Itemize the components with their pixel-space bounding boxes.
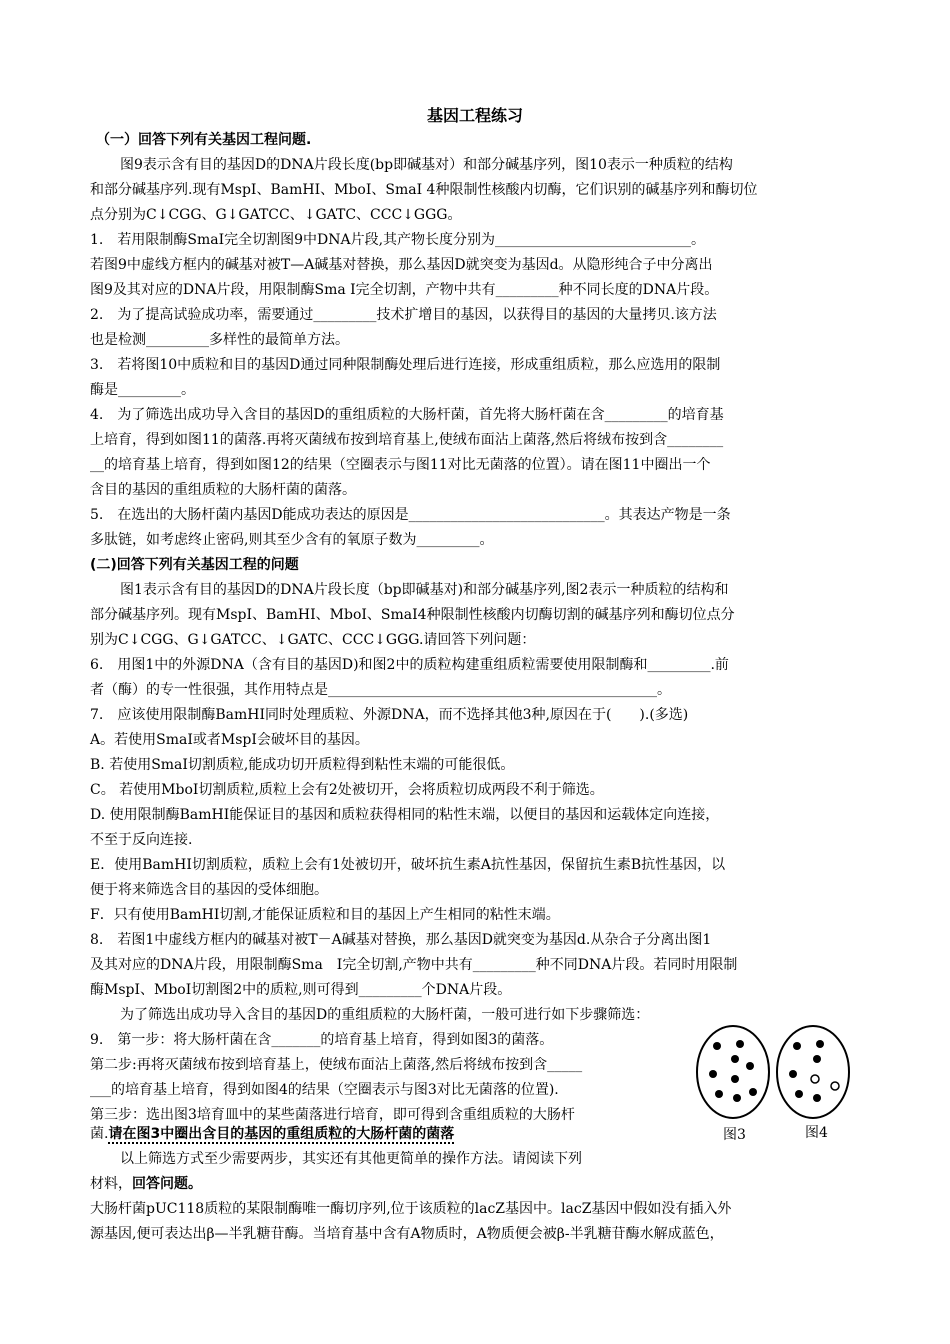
text-line: 源基因,便可表达出β—半乳糖苷酶。当培育基中含有A物质时，A物质便会被β-半乳糖苷酶水解成蓝色， — [90, 1226, 724, 1242]
text-line: 菌.请在图3中圈出含目的基因的重组质粒的大肠杆菌的菌落 — [90, 1126, 455, 1142]
text-line: 点分别为C↓CGG、G↓GATCC、↓GATC、CCC↓GGG。 — [90, 207, 462, 223]
empty-colony-position — [831, 1082, 839, 1090]
option-f: F．只有使用BamHⅠ切割,才能保证质粒和目的基因上产生相同的粘性末端。 — [90, 907, 560, 923]
petri-dish-fig3 — [697, 1026, 769, 1118]
colony — [816, 1040, 824, 1048]
petri-dishes-svg — [695, 1024, 855, 1144]
text-line: 大肠杆菌pUC118质粒的某限制酶唯一酶切序列,位于该质粒的lacZ基因中。lacZ基因中假如没有插入外 — [90, 1201, 732, 1217]
text-line: 材料，回答问题。 — [90, 1176, 202, 1192]
empty-colony-position — [811, 1075, 819, 1083]
question-4: 4. 为了筛选出成功导入含目的基因D的重组质粒的大肠杆菌，首先将大肠杆菌在含_________的培育基 — [90, 407, 724, 423]
question-1: 1. 若用限制酶SmaI完全切割图9中DNA片段,其产物长度分别为____________________________。 — [90, 232, 706, 248]
text-line: ___的培育基上培育，得到如图4的结果（空圈表示与图3对比无菌落的位置). — [90, 1082, 559, 1098]
option-c: C。 若使用MboⅠ切割质粒,质粒上会有2处被切开，会将质粒切成两段不利于筛选。 — [90, 782, 604, 798]
colony — [813, 1055, 821, 1063]
question-2: 2. 为了提高试验成功率，需要通过_________技术扩增目的基因，以获得目的基因的大量拷贝.该方法 — [90, 307, 717, 323]
colony — [715, 1090, 723, 1098]
text-line: 不至于反向连接. — [90, 832, 193, 848]
colony — [709, 1070, 717, 1078]
text-line: 第三步：选出图3培育皿中的某些菌落进行培育，即可得到含重组质粒的大肠杆 — [90, 1107, 575, 1123]
colony — [813, 1094, 821, 1102]
text-line: 以上筛选方式至少需要两步，其实还有其他更简单的操作方法。请阅读下列 — [120, 1151, 582, 1167]
text-line: __的培育基上培育，得到如图12的结果（空圈表示与图11对比无菌落的位置）。请在图11中圈出一个 — [90, 457, 711, 473]
text-line: 部分碱基序列。现有MspⅠ、BamHⅠ、MboⅠ、SmaⅠ4种限制性核酸内切酶切割的碱基序列和酶切位点分 — [90, 607, 735, 623]
section-1-heading: （一）回答下列有关基因工程问题. — [96, 132, 312, 148]
petri-dish-fig4 — [777, 1026, 849, 1118]
text-line: 第二步:再将灭菌绒布按到培育基上，使绒布面沾上菌落,然后将绒布按到含_____ — [90, 1057, 583, 1073]
text-line: 图9及其对应的DNA片段，用限制酶Sma Ⅰ完全切割，产物中共有_________种不同长度的DNA片段。 — [90, 282, 719, 298]
text-line: 图9表示含有目的基因D的DNA片段长度(bp即碱基对）和部分碱基序列，图10表示一种质粒的结构 — [120, 157, 733, 173]
dish-outline — [777, 1026, 849, 1118]
text-line: 也是检测_________多样性的最简单方法。 — [90, 332, 349, 348]
question-5: 5. 在选出的大肠杆菌内基因D能成功表达的原因是____________________________。其表达产物是一条 — [90, 507, 731, 523]
text-line: 者（酶）的专一性很强，其作用特点是_______________________________________________。 — [90, 682, 671, 698]
colony — [749, 1088, 757, 1096]
text-line: 及其对应的DNA片段，用限制酶Sma Ⅰ完全切割,产物中共有_________种不同DNA片段。若同时用限制 — [90, 957, 738, 973]
text-line: 便于将来筛选含目的基因的受体细胞。 — [90, 882, 328, 898]
colony — [793, 1042, 801, 1050]
colony — [731, 1055, 739, 1063]
instruction-emphasis: 请在图3中圈出含目的基因的重组质粒的大肠杆菌的菌落 — [108, 1126, 455, 1142]
text-line: 图1表示含有目的基因D的DNA片段长度（bp即碱基对)和部分碱基序列,图2表示一种质粒的结构和 — [120, 582, 729, 598]
text-line: 多肽链，如考虑终止密码,则其至少含有的氧原子数为_________。 — [90, 532, 494, 548]
colony — [746, 1062, 754, 1070]
option-e: E．使用BamHⅠ切割质粒，质粒上会有1处被切开，破坏抗生素A抗性基因，保留抗生素B抗性基因，以 — [90, 857, 726, 873]
text-line: 含目的基因的重组质粒的大肠杆菌的菌落。 — [90, 482, 356, 498]
colony — [789, 1070, 797, 1078]
colony — [731, 1075, 739, 1083]
text-line: 和部分碱基序列.现有MspI、BamHI、MboI、SmaI 4种限制性核酸内切酶，它们识别的碱基序列和酶切位 — [90, 182, 758, 198]
text-line: 酶是_________。 — [90, 382, 195, 398]
fig3-caption: 图3 — [723, 1127, 746, 1143]
question-6: 6. 用图1中的外源DNA（含有目的基因D)和图2中的质粒构建重组质粒需要使用限制酶和_________.前 — [90, 657, 729, 673]
text-line: 若图9中虚线方框内的碱基对被T—A碱基对替换，那么基因D就突变为基因d。从隐形纯合子中分离出 — [90, 257, 713, 273]
petri-dish-figures — [695, 1024, 855, 1144]
question-7: 7. 应该使用限制酶BamHⅠ同时处理质粒、外源DNA，而不选择其他3种,原因在于( ).(多选) — [90, 707, 689, 723]
text-line: 别为C↓CGG、G↓GATCC、↓GATC、CCC↓GGG.请回答下列问题： — [90, 632, 536, 648]
text-line: 为了筛选出成功导入含目的基因D的重组质粒的大肠杆菌，一般可进行如下步骤筛选： — [120, 1007, 650, 1023]
question-8: 8. 若图1中虚线方框内的碱基对被T－A碱基对替换，那么基因D就突变为基因d.从杂合子分离出图1 — [90, 932, 712, 948]
text-line: 上培育，得到如图11的菌落.再将灭菌绒布按到培育基上,使绒布面沾上菌落,然后将绒布按到含________ — [90, 432, 724, 448]
colony — [733, 1094, 741, 1102]
text-line: 酶MspⅠ、MboⅠ切割图2中的质粒,则可得到_________个DNA片段。 — [90, 982, 512, 998]
option-d: D. 使用限制酶BamHⅠ能保证目的基因和质粒获得相同的粘性末端，以便目的基因和运载体定向连接， — [90, 807, 720, 823]
doc-title: 基因工程练习 — [426, 106, 523, 125]
colony — [736, 1040, 744, 1048]
colony — [713, 1042, 721, 1050]
dish-outline — [697, 1026, 769, 1118]
option-a: A。若使用SmaⅠ或者MspⅠ会破坏目的基因。 — [90, 732, 369, 748]
colony — [795, 1090, 803, 1098]
fig4-caption: 图4 — [805, 1125, 828, 1141]
question-9: 9. 第一步：将大肠杆菌在含_______的培育基上培育，得到如图3的菌落。 — [90, 1032, 554, 1048]
section-2-heading: (二)回答下列有关基因工程的问题 — [90, 557, 299, 573]
option-b: B. 若使用SmaⅠ切割质粒,能成功切开质粒得到粘性末端的可能很低。 — [90, 757, 515, 773]
question-3: 3. 若将图10中质粒和目的基因D通过同种限制酶处理后进行连接，形成重组质粒，那么应选用的限制 — [90, 357, 721, 373]
